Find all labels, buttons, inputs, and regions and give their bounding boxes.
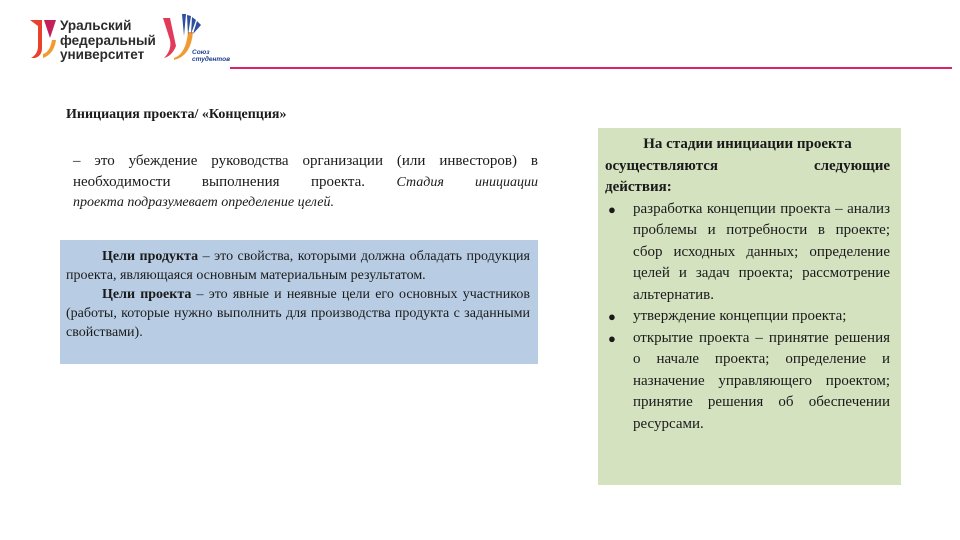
university-name-line: федеральный bbox=[60, 32, 156, 48]
definition-main: – это убеждение руководства организации (или инвесторов) в необходимости выполнения проекта. bbox=[73, 153, 538, 190]
list-item-text: утверждение концепции проекта; bbox=[633, 308, 847, 324]
university-logo-icon bbox=[28, 18, 58, 60]
goals-box bbox=[60, 240, 538, 364]
goal-product-text: – это свойства, которыми должна обладать продукция проекта, являющаяся основным материальным результатом. bbox=[66, 249, 530, 283]
list-item-text: разработка концепции проекта – анализ проблемы и потребности в проекте; сбор исходных данных; определение целей и задач проекта; рассмотрение альтернатив. bbox=[633, 200, 890, 303]
goal-project-paragraph bbox=[66, 285, 530, 342]
list-item-text: открытие проекта – принятие решения о начале проекта; определение и назначение управляющего проектом; принятие решения об обеспечении ресурсами. bbox=[633, 329, 890, 432]
list-item bbox=[605, 306, 890, 328]
goal-product-paragraph bbox=[66, 247, 530, 285]
student-union-name-line: Союз bbox=[192, 49, 210, 56]
bullet-icon: ● bbox=[608, 201, 616, 217]
actions-lead-line: На стадии инициации проекта bbox=[643, 136, 852, 152]
goal-product-term: Цели продукта bbox=[102, 249, 199, 264]
actions-list bbox=[605, 199, 890, 436]
definition-text bbox=[73, 151, 538, 193]
bullet-icon: ● bbox=[608, 309, 616, 324]
actions-lead-line: осуществляются следующие bbox=[605, 157, 890, 174]
header-divider bbox=[230, 67, 952, 69]
bullet-icon: ● bbox=[608, 330, 616, 346]
goal-project-term: Цели проекта bbox=[102, 287, 192, 302]
actions-lead-line: действия: bbox=[605, 179, 672, 195]
goal-project-text: – это явные и неявные цели его основных участников (работы, которые нужно выполнить для производства продукта с заданными свойствами). bbox=[66, 287, 530, 340]
list-item bbox=[605, 199, 890, 307]
student-union-name-line: студентов bbox=[192, 56, 230, 63]
list-item bbox=[605, 328, 890, 436]
university-name-line: Уральский bbox=[60, 18, 132, 33]
university-name-line: университет bbox=[60, 47, 145, 62]
initiation-actions-box bbox=[598, 128, 901, 485]
definition-continuation: проекта подразумевает определение целей. bbox=[73, 195, 334, 210]
university-name bbox=[60, 19, 156, 63]
slide-title: Инициация проекта/ «Концепция» bbox=[66, 107, 287, 122]
definition-italic-part: Стадия инициации bbox=[396, 175, 539, 190]
student-union-name bbox=[192, 49, 230, 63]
